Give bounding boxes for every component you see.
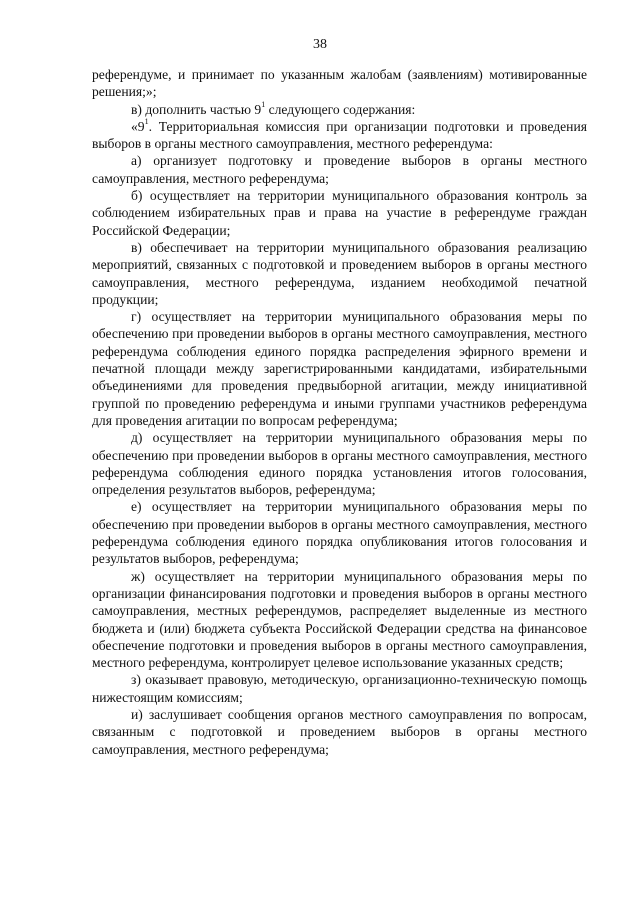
paragraph-text: следующего содержания: — [265, 101, 416, 117]
paragraph-part-9-1 — [92, 118, 587, 153]
list-item-a: а) организует подготовку и проведение выборов в органы местного самоуправления, местного референдума; — [92, 153, 587, 186]
paragraph-continuation: референдуме, и принимает по указанным жалобам (заявлениям) мотивированные решения;»; — [92, 67, 587, 100]
list-item-i: и) заслушивает сообщения органов местного самоуправления по вопросам, связанным с подготовкой и проведением выборов в органы местного самоуправления, местного референдума; — [92, 706, 587, 757]
list-item-b: б) осуществляет на территории муниципального образования контроль за соблюдением избирательных прав и права на участие в референдуме граждан Российской Федерации; — [92, 188, 587, 238]
paragraph-text: в) дополнить частью 9 — [131, 101, 262, 117]
list-item-v: в) обеспечивает на территории муниципального образования реализацию мероприятий, связанных с подготовкой и проведением выборов в органы местного самоуправления, местного референдума, изданием необходимой печатной продукции; — [92, 239, 587, 307]
paragraph-text: . Территориальная комиссия при организации подготовки и проведения выборов в органы местного самоуправления, местного референдума: — [92, 118, 587, 152]
list-item-e: е) осуществляет на территории муниципального образования меры по обеспечению при проведении выборов в органы местного самоуправления, местного референдума соблюдения единого порядка опубликования итогов голосования и результатов выборов, референдума; — [92, 499, 587, 567]
list-item-g: г) осуществляет на территории муниципального образования меры по обеспечению при проведении выборов в органы местного самоуправления, местного референдума соблюдения единого порядка распределения эфирного времени и печатной площади между зарегистрированными кандидатами, избирательными объединениями для проведения предвыборной агитации, между инициативной группой по проведению референдума и иными группами участников референдума для проведения агитации по вопросам референдума; — [92, 309, 587, 428]
list-item-zh: ж) осуществляет на территории муниципального образования меры по организации финансирования подготовки и проведения выборов в органы местного самоуправления, местных референдумов, распределяет выделенные из местного бюджета и (или) бюджета субъекта Российской Федерации средства на финансовое обеспечение подготовки и проведения выборов в органы местного самоуправления, местного референдума, контролирует целевое использование указанных средств; — [92, 568, 587, 671]
superscript: 1 — [261, 100, 266, 110]
paragraph-text: «9 — [131, 118, 145, 134]
list-item-z: з) оказывает правовую, методическую, организационно-техническую помощь нижестоящим комиссиям; — [92, 672, 587, 705]
page-number: 38 — [313, 37, 327, 52]
document-body — [92, 66, 587, 758]
list-item-d: д) осуществляет на территории муниципального образования меры по обеспечению при проведении выборов в органы местного самоуправления, местного референдума соблюдения единого порядка установления итогов голосования, определения результатов выборов, референдума; — [92, 430, 587, 498]
superscript: 1 — [144, 117, 149, 127]
paragraph-amendment-v — [92, 101, 587, 118]
